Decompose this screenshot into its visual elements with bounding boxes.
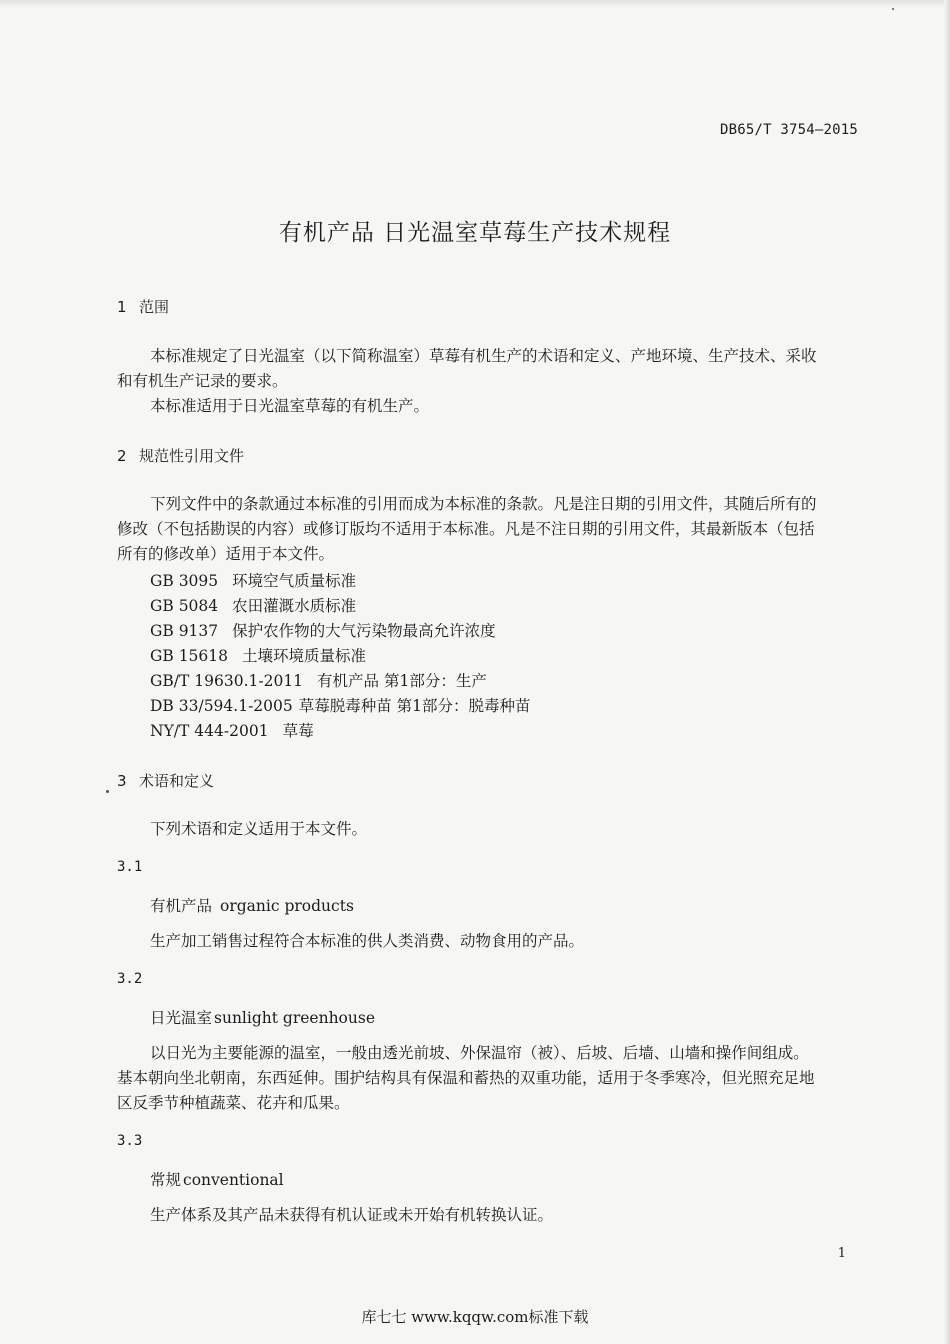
reference-title: 草莓脱毒种苗 第1部分：脱毒种苗 xyxy=(298,697,531,715)
term-english: sunlight greenhouse xyxy=(214,1009,375,1027)
reference-code: NY/T 444-2001 xyxy=(150,722,269,740)
standard-number: DB65/T 3754—2015 xyxy=(719,122,858,138)
reference-item xyxy=(150,719,314,741)
section-number: 2 xyxy=(117,447,127,465)
reference-title: 草莓 xyxy=(282,722,314,740)
section-title: 范围 xyxy=(139,298,170,316)
section-title: 规范性引用文件 xyxy=(139,447,245,465)
references-intro-paragraph xyxy=(117,492,861,567)
term-entry xyxy=(150,894,354,916)
document-title: 有机产品 日光温室草莓生产技术规程 xyxy=(278,220,672,246)
page-number: 1 xyxy=(837,1246,846,1261)
term-chinese: 有机产品 xyxy=(150,897,213,915)
term-definition xyxy=(117,1203,861,1228)
reference-title: 有机产品 第1部分：生产 xyxy=(317,672,487,690)
reference-code: DB 33/594.1-2005 xyxy=(150,697,293,715)
term-chinese: 日光温室 xyxy=(150,1009,213,1027)
text-line: 生产加工销售过程符合本标准的供人类消费、动物食用的产品。 xyxy=(150,932,585,950)
reference-code: GB 15618 xyxy=(150,647,229,665)
term-entry xyxy=(150,1168,284,1190)
scan-speck xyxy=(106,790,109,793)
section-heading-scope xyxy=(117,296,169,317)
term-entry xyxy=(150,1006,375,1028)
reference-code: GB/T 19630.1-2011 xyxy=(150,672,304,690)
term-chinese: 常规 xyxy=(150,1171,182,1189)
clause-number: 3.1 xyxy=(117,859,143,875)
text-line: 基本朝向坐北朝南，东西延伸。围护结构具有保温和蓄热的双重功能，适用于冬季寒冷，但光照充足地 xyxy=(117,1069,815,1087)
reference-code: GB 3095 xyxy=(150,572,219,590)
term-definition xyxy=(117,929,861,954)
term-definition xyxy=(117,1041,861,1116)
reference-item xyxy=(150,669,487,691)
text-line: 下列术语和定义适用于本文件。 xyxy=(150,820,368,838)
scan-edge-top xyxy=(0,0,950,8)
text-line: 区反季节种植蔬菜、花卉和瓜果。 xyxy=(117,1094,350,1112)
scan-speck xyxy=(892,8,894,10)
scope-paragraph-1 xyxy=(117,344,861,394)
reference-title: 环境空气质量标准 xyxy=(232,572,357,590)
text-line: 所有的修改单）适用于本文件。 xyxy=(117,545,335,563)
reference-item xyxy=(150,594,356,616)
reference-code: GB 5084 xyxy=(150,597,219,615)
footer-watermark: 库七七 www.kqqw.com标准下载 xyxy=(361,1308,589,1326)
reference-item xyxy=(150,569,356,591)
scan-edge-right xyxy=(944,0,950,1344)
reference-item xyxy=(150,644,366,666)
text-line: 本标准规定了日光温室（以下简称温室）草莓有机生产的术语和定义、产地环境、生产技术、采收 xyxy=(150,347,817,365)
term-english: conventional xyxy=(183,1171,284,1189)
section-number: 1 xyxy=(117,298,127,316)
clause-number: 3.2 xyxy=(117,971,143,987)
term-english: organic products xyxy=(220,897,354,915)
text-line: 和有机生产记录的要求。 xyxy=(117,372,288,390)
reference-title: 保护农作物的大气污染物最高允许浓度 xyxy=(232,622,496,640)
text-line: 生产体系及其产品未获得有机认证或未开始有机转换认证。 xyxy=(150,1206,554,1224)
terms-intro xyxy=(117,817,861,842)
section-heading-terms xyxy=(117,770,214,791)
scope-paragraph-2 xyxy=(117,394,861,419)
section-heading-normative-references xyxy=(117,445,244,466)
reference-title: 土壤环境质量标准 xyxy=(242,647,367,665)
section-title: 术语和定义 xyxy=(139,772,215,790)
text-line: 本标准适用于日光温室草莓的有机生产。 xyxy=(150,397,430,415)
reference-item xyxy=(150,694,531,716)
section-number: 3 xyxy=(117,772,127,790)
text-line: 下列文件中的条款通过本标准的引用而成为本标准的条款。凡是注日期的引用文件，其随后所有的 xyxy=(150,495,817,513)
reference-code: GB 9137 xyxy=(150,622,219,640)
text-line: 以日光为主要能源的温室，一般由透光前坡、外保温帘（被）、后坡、后墙、山墙和操作间组成。 xyxy=(150,1044,809,1062)
clause-number: 3.3 xyxy=(117,1133,143,1149)
reference-title: 农田灌溉水质标准 xyxy=(232,597,357,615)
reference-item xyxy=(150,619,496,641)
text-line: 修改（不包括勘误的内容）或修订版均不适用于本标准。凡是不注日期的引用文件，其最新版本（包括 xyxy=(117,520,815,538)
